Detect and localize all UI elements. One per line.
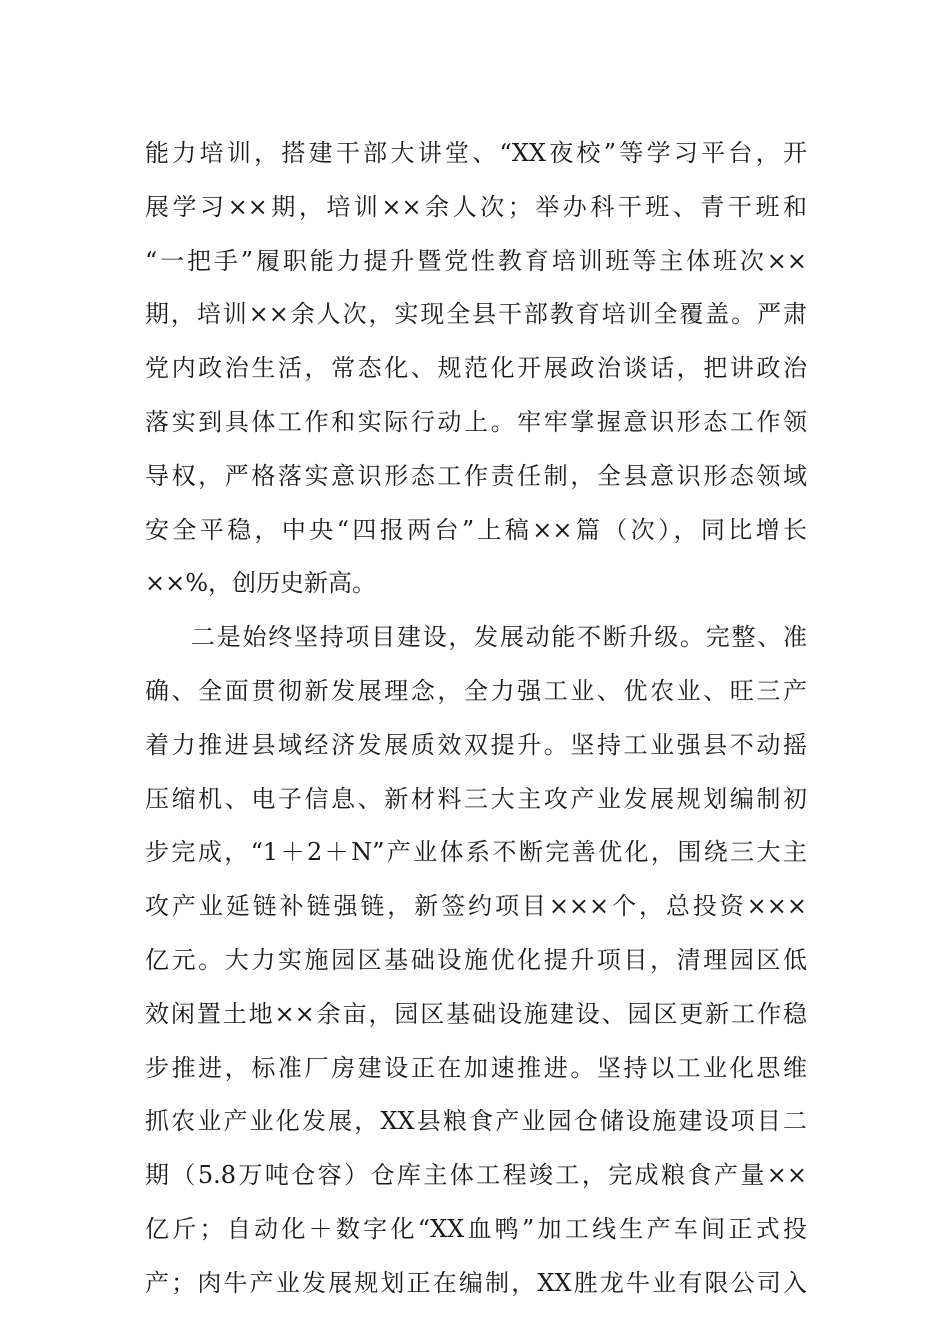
text-line: 安全平稳，中央“四报两台”上稿××篇（次），同比增长: [145, 515, 807, 544]
text-line: 期，培训××余人次，实现全县干部教育培训全覆盖。严肃: [145, 300, 807, 329]
text-line: 二是始终坚持项目建设，发展动能不断升级。完整、准: [191, 623, 807, 652]
text-line: 亿元。大力实施园区基础设施优化提升项目，清理园区低: [145, 945, 807, 974]
text-line: 亿斤；自动化＋数字化“XX血鸭”加工线生产车间正式投: [145, 1214, 807, 1243]
text-line: 展学习××期，培训××余人次；举办科干班、青干班和: [145, 192, 807, 221]
text-line: 落实到具体工作和实际行动上。牢牢掌握意识形态工作领: [145, 407, 807, 436]
text-line: 期（5.8万吨仓容）仓库主体工程竣工，完成粮食产量××: [145, 1161, 807, 1190]
paragraph-2: [145, 611, 807, 1310]
text-line: 能力培训，搭建干部大讲堂、“XX夜校”等学习平台，开: [145, 139, 807, 167]
text-line: 抓农业产业化发展，XX县粮食产业园仓储设施建设项目二: [145, 1107, 807, 1136]
text-line: ××%，创历史新高。: [145, 569, 377, 598]
text-line: 攻产业延链补链强链，新签约项目×××个，总投资×××: [145, 892, 807, 921]
text-line: 党内政治生活，常态化、规范化开展政治谈话，把讲政治: [145, 354, 807, 383]
text-line: 产；肉牛产业发展规划正在编制，XX胜龙牛业有限公司入: [145, 1268, 807, 1297]
text-line: 着力推进县域经济发展质效双提升。坚持工业强县不动摇: [145, 730, 807, 759]
text-line: 导权，严格落实意识形态工作责任制，全县意识形态领域: [145, 461, 807, 490]
text-line: 确、全面贯彻新发展理念，全力强工业、优农业、旺三产: [145, 676, 807, 705]
paragraph-1: [145, 127, 807, 611]
text-line: 步完成，“1＋2＋N”产业体系不断完善优化，围绕三大主: [145, 838, 807, 867]
text-line: 压缩机、电子信息、新材料三大主攻产业发展规划编制初: [145, 784, 807, 813]
text-line: 步推进，标准厂房建设正在加速推进。坚持以工业化思维: [145, 1053, 807, 1082]
document-body: [145, 127, 807, 1311]
text-line: 效闲置土地××余亩，园区基础设施建设、园区更新工作稳: [145, 999, 807, 1028]
text-line: “一把手”履职能力提升暨党性教育培训班等主体班次××: [145, 246, 807, 275]
